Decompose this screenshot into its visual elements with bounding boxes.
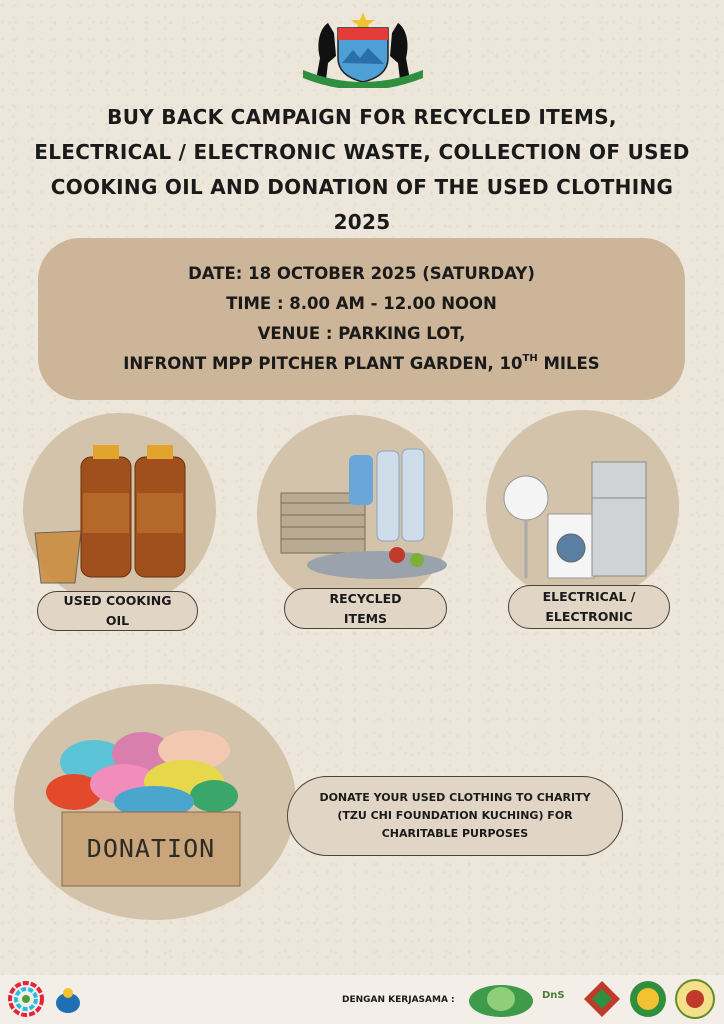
donation-circle	[14, 684, 296, 920]
donation-line-1: DONATE YOUR USED CLOTHING TO CHARITY	[319, 791, 591, 804]
title-line-2: ELECTRICAL / ELECTRONIC WASTE, COLLECTION OF USED	[34, 140, 690, 164]
electrical-label-line-2: ELECTRONIC	[545, 609, 633, 624]
partner-seal-logo	[628, 979, 668, 1019]
cooking-oil-circle	[23, 413, 216, 606]
electrical-label-line-1: ELECTRICAL /	[542, 589, 636, 604]
cooking-oil-bottles-image	[23, 413, 216, 606]
council-crest-logo	[298, 8, 428, 88]
event-venue-detail	[38, 349, 685, 379]
campaign-title	[0, 100, 724, 240]
recycled-label-line-2: ITEMS	[343, 610, 388, 626]
title-line-3: COOKING OIL AND DONATION OF THE USED CLOTHING	[50, 175, 674, 199]
partner-diamond-logo	[582, 979, 622, 1019]
cooking-oil-label-line-2: OIL	[105, 613, 130, 628]
title-line-1: BUY BACK CAMPAIGN FOR RECYCLED ITEMS,	[107, 105, 617, 129]
dns-logo: DnS	[542, 990, 565, 1001]
partner-bird-logo	[52, 983, 84, 1017]
electrical-electronic-label	[508, 585, 670, 629]
event-details-panel	[38, 238, 685, 400]
partner-emblem-logo	[674, 978, 716, 1020]
recycled-items-label	[284, 588, 447, 629]
donation-info-label	[287, 776, 623, 856]
recycled-items-circle	[257, 415, 453, 611]
donation-line-2: (TZU CHI FOUNDATION KUCHING) FOR	[337, 809, 573, 822]
event-time: TIME : 8.00 AM - 12.00 NOON	[226, 294, 497, 313]
sdg-wheel-logo	[8, 981, 44, 1017]
appliances-image	[486, 410, 679, 603]
tzu-chi-logo	[466, 981, 536, 1019]
event-venue: VENUE : PARKING LOT,	[257, 324, 466, 343]
donation-box-label: DONATION	[86, 834, 216, 863]
recycled-items-image	[257, 415, 453, 611]
used-cooking-oil-label	[37, 591, 198, 631]
event-date: DATE: 18 OCTOBER 2025 (SATURDAY)	[188, 264, 535, 283]
venue-ordinal-suffix: TH	[522, 353, 538, 364]
donation-line-3: CHARITABLE PURPOSES	[381, 827, 529, 840]
electrical-circle	[486, 410, 679, 603]
partnership-label: DENGAN KERJASAMA :	[342, 995, 455, 1005]
title-line-4: 2025	[333, 210, 391, 234]
venue-detail-end: MILES	[537, 354, 600, 373]
clothing-donation-box-image	[14, 684, 296, 920]
cooking-oil-label-line-1: USED COOKING	[63, 593, 172, 608]
venue-detail-text: INFRONT MPP PITCHER PLANT GARDEN, 10	[123, 354, 523, 373]
recycled-label-line-1: RECYCLED	[329, 590, 402, 606]
